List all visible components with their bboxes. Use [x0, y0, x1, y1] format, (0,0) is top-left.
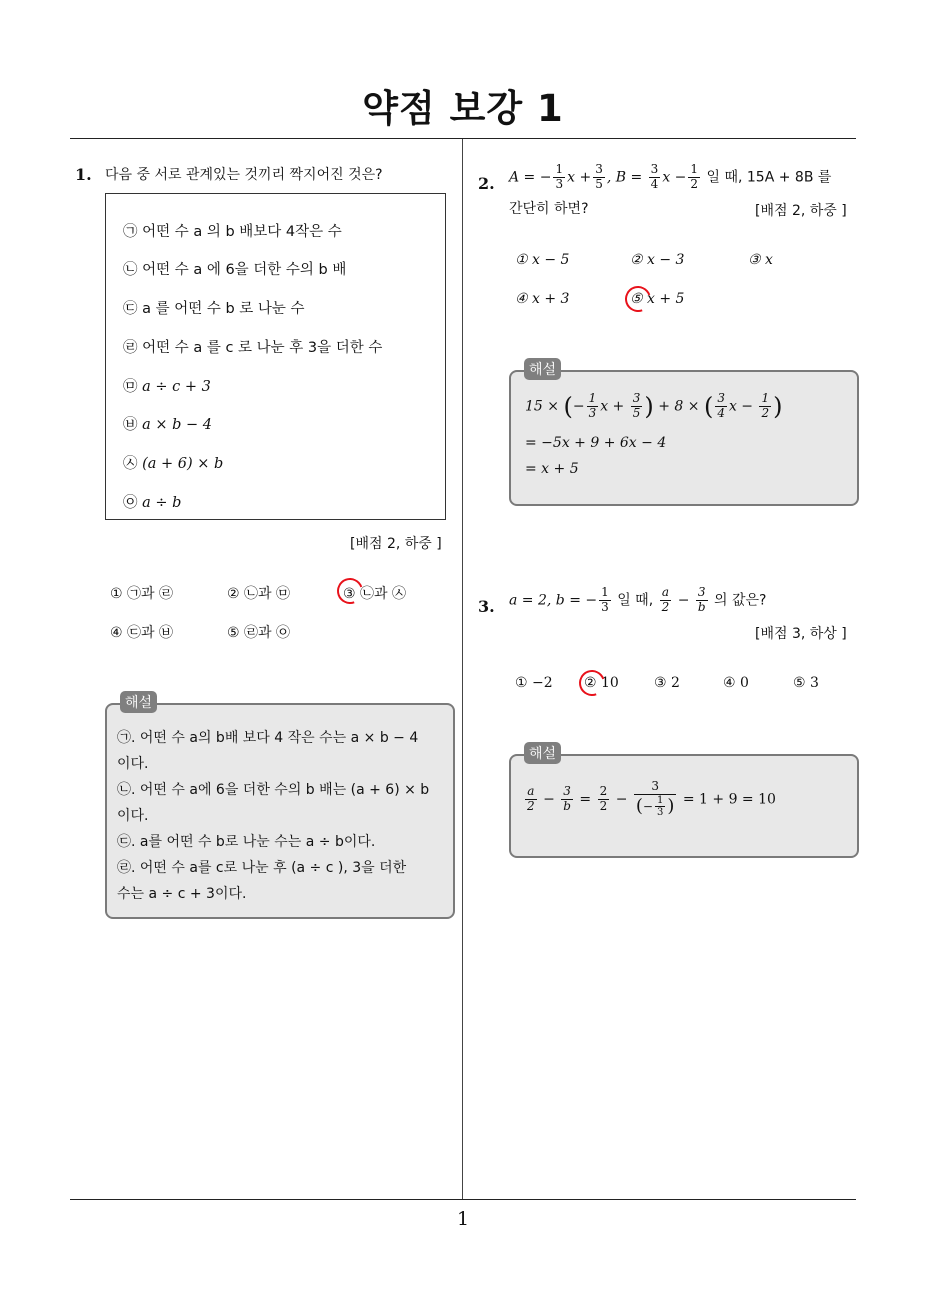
- q3-number: 3.: [478, 597, 495, 616]
- q3-choice-2[interactable]: ② 10: [584, 675, 619, 691]
- q1-exp-line-2: 이다.: [117, 756, 149, 772]
- q1-exp-line-4: 이다.: [117, 808, 149, 824]
- q1-choice-5[interactable]: ⑤ ㉣과 ㉧: [227, 625, 290, 641]
- q2-number: 2.: [478, 174, 495, 193]
- q3-explanation-box: [509, 754, 859, 858]
- page-number: 1: [456, 1208, 470, 1230]
- q2-text-line2: 간단히 하면?: [509, 201, 589, 217]
- q1-score: [배점 2, 하중 ]: [350, 536, 442, 552]
- q2-choice-1[interactable]: ① x − 5: [515, 252, 570, 268]
- q1-item-2: ㉡ 어떤 수 a 에 6을 더한 수의 b 배: [123, 262, 347, 278]
- q1-item-1: ㉠ 어떤 수 a 의 b 배보다 4작은 수: [123, 224, 342, 240]
- q1-exp-line-5: ㉢. a를 어떤 수 b로 나눈 수는 a ÷ b이다.: [117, 834, 376, 850]
- q2-exp-line-3: = x + 5: [525, 461, 579, 477]
- q1-item-5: ㉤ a ÷ c + 3: [123, 379, 211, 395]
- q1-explanation-box: [105, 703, 455, 919]
- q2-choice-5[interactable]: ⑤ x + 5: [630, 291, 685, 307]
- bottom-rule: [70, 1199, 856, 1200]
- q2-text: A = − $\frac{1}{3}$ x + $\frac{3}{5}$ , B = $\frac{3}{4}$ x − $\frac{1}{2}$ 일 때, 15A + 8B 를: [509, 162, 832, 191]
- q3-choice-4[interactable]: ④ 0: [723, 675, 749, 691]
- q1-item-6: ㉥ a × b − 4: [123, 417, 212, 433]
- q2-choice-2[interactable]: ② x − 3: [630, 252, 685, 268]
- q1-choice-3[interactable]: ③ ㉡과 ㉦: [343, 586, 406, 602]
- q2-explanation-tag: 해설: [524, 358, 561, 380]
- q1-choice-2[interactable]: ② ㉡과 ㉤: [227, 586, 290, 602]
- q3-choice-1[interactable]: ① −2: [515, 675, 553, 691]
- q1-exp-line-7: 수는 a ÷ c + 3이다.: [117, 886, 247, 902]
- q2-choice-3[interactable]: ③ x: [748, 252, 773, 268]
- q3-choice-5[interactable]: ⑤ 3: [793, 675, 819, 691]
- answer-circle-mark: [621, 282, 656, 317]
- q1-options-box: [105, 193, 446, 520]
- q2-explanation-box: [509, 370, 859, 506]
- q1-text: 다음 중 서로 관계있는 것끼리 짝지어진 것은?: [105, 167, 383, 183]
- q1-item-7: ㉦ (a + 6) × b: [123, 456, 224, 472]
- column-divider: [462, 139, 463, 1199]
- q3-exp-line-1: $\frac{a}{2}$ − $\frac{3}{b}$ = $\frac{2}{2}$ − 3 (− $\frac{1}{3}$ ) = 1 + 9 = 10: [527, 779, 776, 819]
- q1-exp-line-6: ㉣. 어떤 수 a를 c로 나눈 후 (a ÷ c ), 3을 더한: [117, 860, 407, 876]
- page-title: 약점 보강 1: [362, 87, 564, 130]
- q1-exp-line-1: ㉠. 어떤 수 a의 b배 보다 4 작은 수는 a × b − 4: [117, 730, 419, 746]
- q1-explanation-tag: 해설: [120, 691, 157, 713]
- q3-score: [배점 3, 하상 ]: [755, 626, 847, 642]
- q1-choice-1[interactable]: ① ㉠과 ㉣: [110, 586, 173, 602]
- answer-circle-mark: [575, 666, 610, 701]
- top-rule: [70, 138, 856, 139]
- q2-score: [배점 2, 하중 ]: [755, 203, 847, 219]
- q1-number: 1.: [75, 165, 92, 184]
- q1-item-8: ㉧ a ÷ b: [123, 495, 182, 511]
- q3-text: a = 2, b = − $\frac{1}{3}$ 일 때, $\frac{a}{2}$ − $\frac{3}{b}$ 의 값은?: [509, 585, 767, 614]
- q2-choice-4[interactable]: ④ x + 3: [515, 291, 570, 307]
- q1-item-3: ㉢ a 를 어떤 수 b 로 나눈 수: [123, 301, 305, 317]
- q1-exp-line-3: ㉡. 어떤 수 a에 6을 더한 수의 b 배는 (a + 6) × b: [117, 782, 430, 798]
- q3-explanation-tag: 해설: [524, 742, 561, 764]
- q2-exp-line-1: 15 × (− $\frac{1}{3}$ x + $\frac{3}{5}$ ) + 8 × ( $\frac{3}{4}$ x − $\frac{1}{2}$ ): [525, 391, 783, 421]
- q1-item-4: ㉣ 어떤 수 a 를 c 로 나눈 후 3을 더한 수: [123, 340, 383, 356]
- q3-choice-3[interactable]: ③ 2: [654, 675, 680, 691]
- q2-exp-line-2: = −5x + 9 + 6x − 4: [525, 435, 667, 451]
- q1-choice-4[interactable]: ④ ㉢과 ㉥: [110, 625, 173, 641]
- answer-circle-mark: [333, 574, 368, 609]
